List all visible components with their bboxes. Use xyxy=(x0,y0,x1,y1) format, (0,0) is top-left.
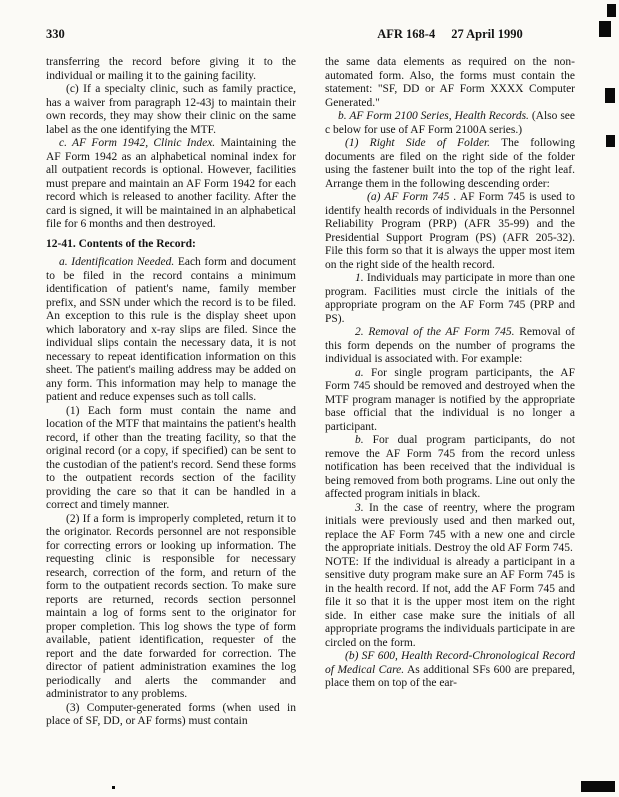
paragraph: NOTE: If the individual is already a participant in a sensitive duty program make sure an AF Form 745 is in the health record. If not, add the AF Form 745 and file it so that it is the upper most item on the right side. In either case make sure the initials of all appropriate programs the individuals participate in are circled on the form. xyxy=(325,555,575,649)
paragraph: b. For dual program participants, do not remove the AF Form 745 from the record unless notification has been received that the individual is being removed from both programs. Line out only the affected program initials in black. xyxy=(325,434,576,500)
paragraph: (1) Each form must contain the name and location of the MTF that maintains the patient's health record, if other than the treating facility, so that the original record (or a copy, if specified) can be sent to the custodian of the patient's record. Send these forms to the outpatient records section of the facility providing the care so that it can be handled in a correct and timely manner. xyxy=(46,404,296,511)
paragraph: 3. In the case of reentry, where the program initials were previously used and then marked out, replace the AF Form 745 with a new one and circle the appropriate initials. Destroy the old AF Form 745. xyxy=(325,501,575,554)
paragraph-lead: (b) SF 600, Health Record-Chronological Record of Medical Care. xyxy=(325,650,575,676)
left-column xyxy=(46,56,296,729)
paragraph: (3) Computer-generated forms (when used in place of SF, DD, or AF forms) must contain xyxy=(46,701,296,727)
scan-artifact xyxy=(581,781,615,792)
document-id: AFR 168-4 xyxy=(377,27,436,41)
paragraph: (2) If a form is improperly completed, return it to the originator. Records personnel are not responsible for correcting errors or looking up information. The requesting clinic is responsible for necessary research, correction of the form, and return of the form to the outpatient records section. To make sure reports are returned, records section personnel maintain a log of forms sent to the originator for proper completion. This log shows the type of form available, patient identification, requester of the report and the date forwarded for correction. The director of patient administration examines the log periodically and alerts the commander and administrator to any problems. xyxy=(46,512,296,700)
paragraph: (c) If a specialty clinic, such as family practice, has a waiver from paragraph 12-43j to maintain their own records, they may show their clinic on the same label as the one identifying the MTF. xyxy=(46,83,296,136)
paragraph-lead: b. xyxy=(355,434,364,446)
paragraph-lead: c. AF Form 1942, Clinic Index. xyxy=(59,137,216,149)
page-number: 330 xyxy=(46,27,65,41)
paragraph: 1. Individuals may participate in more than one program. Facilities must circle the initials of the appropriate program on the AF Form 745 (PRP and PS). xyxy=(325,272,575,325)
paragraph: the same data elements as required on the non-automated form. Also, the forms must contain the statement: "SF, DD or AF Form XXXX Computer Generated." xyxy=(325,56,575,109)
paragraph-lead: 1. xyxy=(355,272,364,284)
paragraph-lead: b. AF Form 2100 Series, Health Records. xyxy=(338,110,529,122)
page-header xyxy=(46,27,575,42)
paragraph: transferring the record before giving it to the individual or mailing it to the gaining facility. xyxy=(46,56,296,82)
paragraph-lead: (a) AF Form 745 . xyxy=(367,191,457,203)
scan-artifact xyxy=(607,4,616,17)
paragraph: b. AF Form 2100 Series, Health Records. (Also see c below for use of AF Form 2100A series.) xyxy=(325,110,575,136)
paragraph: 2. Removal of the AF Form 745. Removal of this form depends on the number of programs the individual is associated with. For example: xyxy=(325,326,576,365)
scan-artifact xyxy=(606,135,615,147)
paragraph: c. AF Form 1942, Clinic Index. Maintaining the AF Form 1942 as an alphabetical nominal index for all outpatient records is optional. However, facilities must prepare and maintain an AF Form 1942 for each record which is released to another facility. After the card is signed, it will be maintained in an alphabetical file for 6 months and then destroyed. xyxy=(46,137,296,230)
paragraph-lead: 3. xyxy=(355,501,364,514)
paragraph: a. Identification Needed. Each form and document to be filed in the record contains a minimum identification of patient's name, family member prefix, and SSN under which the record is to be filed. An exception to this rule is the display sheet upon which laboratory and x-ray slips are filed. Since the individual slips contain the necessary data, it is not necessary to repeat identification information on this sheet. The patient's mailing address may be added on any form. This information may help to manage the patient and reduce expenses such as toll calls. xyxy=(46,256,296,403)
document-date: 27 April 1990 xyxy=(451,27,523,41)
paragraph-lead: a. Identification Needed. xyxy=(59,256,175,268)
header-right xyxy=(325,27,575,42)
paragraph-lead: 2. Removal of the AF Form 745. xyxy=(355,326,515,338)
paragraph: a. For single program participants, the AF Form 745 should be removed and destroyed when the MTF program manager is notified by the appropriate base official that the individual is no longer a participant. xyxy=(325,366,575,433)
right-column xyxy=(325,56,575,729)
paragraph: (a) AF Form 745 . AF Form 745 is used to identify health records of individuals in the Personnel Reliability Program (PRP) (AFR 35-99) and the Presidential Support Program (PS) (AFR 205-32). File this form so that it is always the upper most item on the right side of the health record. xyxy=(325,191,575,271)
two-column-body xyxy=(46,56,575,729)
paragraph: (1) Right Side of Folder. The following documents are filed on the right side of the folder using the fastener built into the top of the right leaf. Arrange them in the following descending order: xyxy=(325,137,576,190)
paragraph-lead: a. xyxy=(355,366,364,379)
paragraph: (b) SF 600, Health Record-Chronological Record of Medical Care. As additional SFs 600 are prepared, place them on top of the ear- xyxy=(325,650,575,689)
paragraph-lead: (1) Right Side of Folder. xyxy=(345,137,491,149)
scan-artifact xyxy=(112,786,115,789)
scan-artifact xyxy=(599,21,611,37)
section-heading: 12-41. Contents of the Record: xyxy=(46,237,196,250)
scan-artifact xyxy=(605,88,615,103)
